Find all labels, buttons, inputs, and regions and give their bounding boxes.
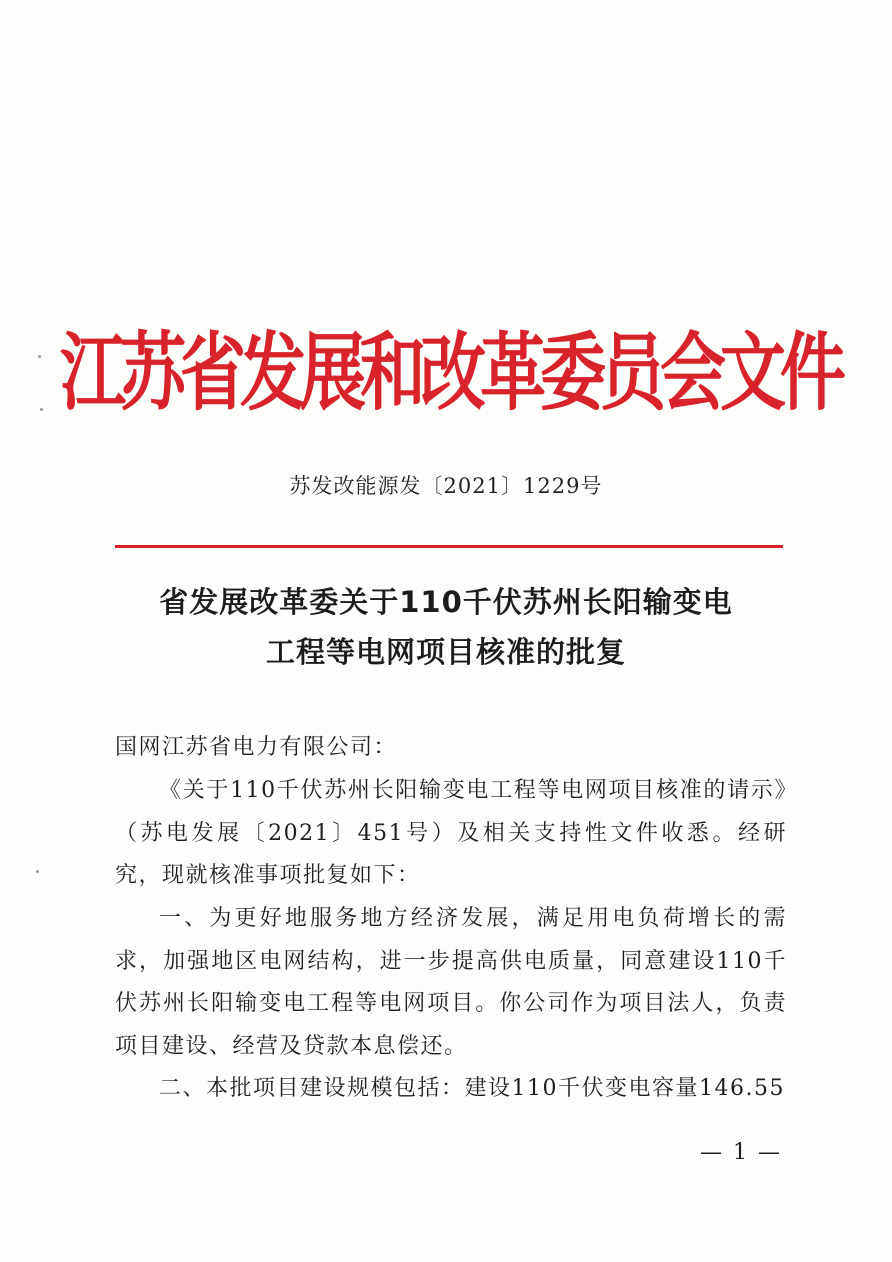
salutation: 国网江苏省电力有限公司： [115, 735, 398, 760]
red-divider-rule [115, 545, 783, 548]
scan-speck [36, 870, 39, 873]
document-number: 苏发改能源发〔2021〕1229号 [289, 474, 603, 498]
document-masthead: 江苏省发展和改革委员会文件 [60, 323, 840, 422]
document-title-line-1: 省发展改革委关于110千伏苏州长阳输变电 [159, 585, 733, 619]
body-paragraph-2: 一、为更好地服务地方经济发展，满足用电负荷增长的需求，加强地区电网结构，进一步提高供电质量，同意建设110千伏苏州长阳输变电工程等电网项目。你公司作为项目法人，负责项目建设、经营及贷款本息偿还。 [115, 906, 787, 1059]
scan-speck [38, 355, 41, 358]
body-paragraph-3: 二、本批项目建设规模包括：建设110千伏变电容量146.55 [159, 1076, 785, 1101]
document-title-line-2: 工程等电网项目核准的批复 [265, 635, 626, 669]
body-paragraph-1: 《关于110千伏苏州长阳输变电工程等电网项目核准的请示》（苏电发展〔2021〕451号）及相关支持性文件收悉。经研究，现就核准事项批复如下： [115, 778, 787, 888]
scan-speck [40, 408, 43, 411]
page-number: — 1 — [700, 1140, 782, 1165]
